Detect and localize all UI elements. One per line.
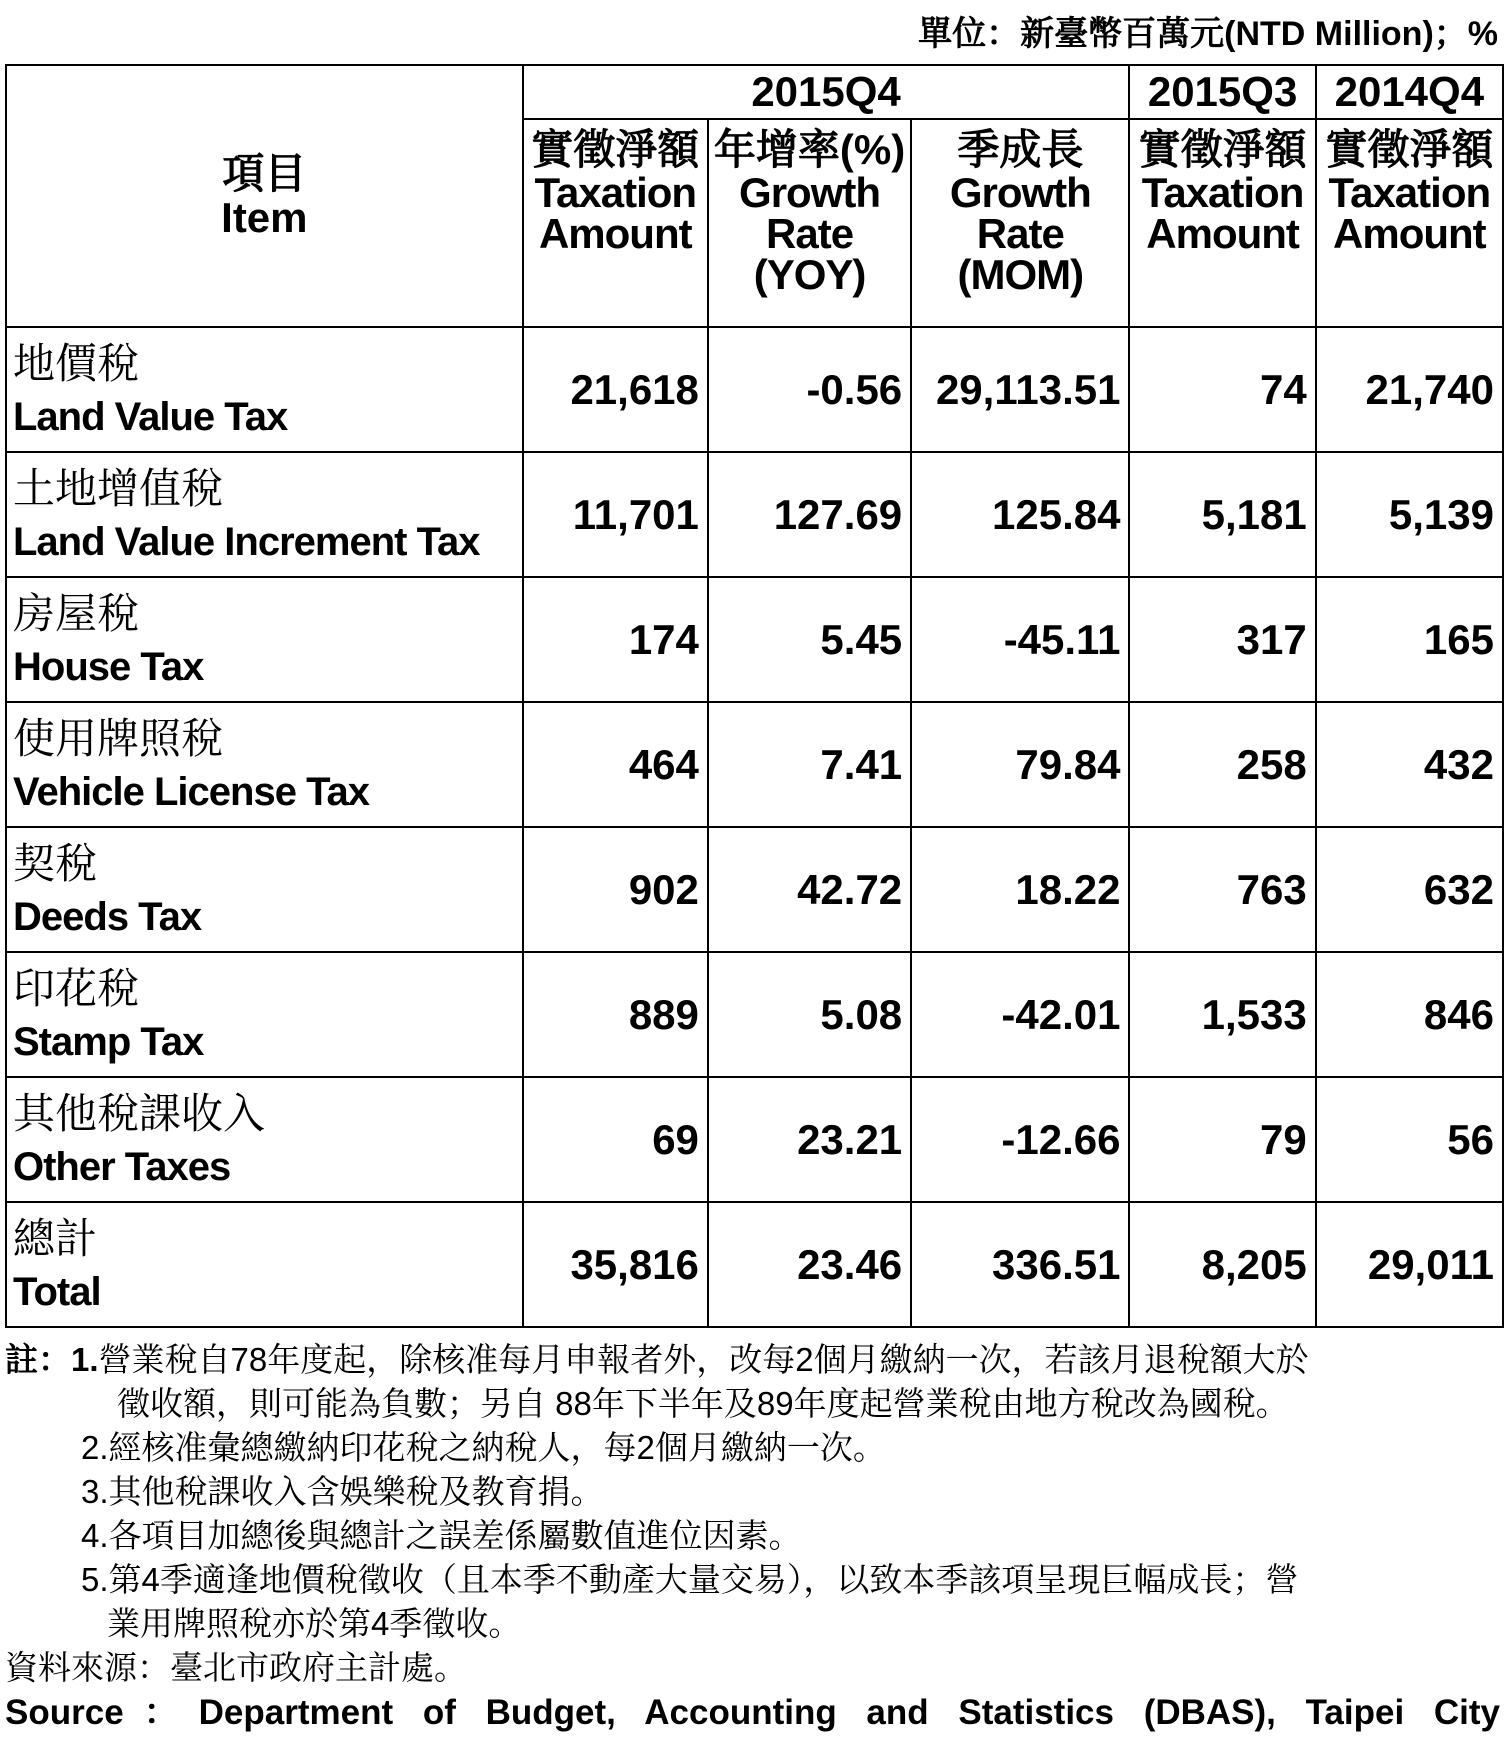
row-item-en: Deeds Tax xyxy=(13,894,202,939)
cell-q3: 74 xyxy=(1129,327,1315,452)
row-item-cell xyxy=(6,702,523,827)
unit-label: 單位：新臺幣百萬元(NTD Million)；% xyxy=(918,15,1498,53)
note-5-line-1: 5.第4季適逢地價稅徵收（且本季不動產大量交易），以致本季該項呈現巨幅成長；營 xyxy=(81,1561,1299,1598)
item-header-en: Item xyxy=(221,194,308,241)
source-zh: 資料來源：臺北市政府主計處。 xyxy=(5,1649,467,1686)
cell-q3: 5,181 xyxy=(1129,452,1315,577)
cell-prev: 29,011 xyxy=(1316,1202,1503,1327)
row-item-en: House Tax xyxy=(13,644,204,689)
table-row xyxy=(6,327,1503,452)
cell-prev: 632 xyxy=(1316,827,1503,952)
row-item-zh: 房屋稅 xyxy=(13,589,140,637)
row-item-cell xyxy=(6,952,523,1077)
header-taxation-prev-year xyxy=(1316,119,1503,327)
cell-yoy: 127.69 xyxy=(708,452,911,577)
cell-q3: 1,533 xyxy=(1129,952,1315,1077)
row-item-en: Land Value Increment Tax xyxy=(13,519,480,564)
cell-amount: 464 xyxy=(523,702,708,827)
header-en: Growth xyxy=(949,169,1091,216)
header-en: Rate xyxy=(766,210,854,257)
header-en: Amount xyxy=(1333,210,1486,257)
row-item-zh: 其他稅課收入 xyxy=(13,1089,266,1137)
cell-amount: 174 xyxy=(523,577,708,702)
source-en: Source：Department of Budget, Accounting and Statistics (DBAS), Taipei City xyxy=(5,1693,1500,1732)
cell-q3: 8,205 xyxy=(1129,1202,1315,1327)
header-zh: 季成長 xyxy=(957,126,1084,173)
header-en: Amount xyxy=(538,210,692,257)
tax-table xyxy=(5,64,1504,1328)
cell-amount: 69 xyxy=(523,1077,708,1202)
row-item-en: Land Value Tax xyxy=(13,394,288,439)
table-body xyxy=(6,327,1503,1327)
header-zh: 實徵淨額 xyxy=(1138,126,1307,173)
cell-prev: 56 xyxy=(1316,1077,1503,1202)
header-en: Taxation xyxy=(534,169,697,216)
header-zh: 實徵淨額 xyxy=(1325,126,1494,173)
header-taxation-q3 xyxy=(1129,119,1315,327)
item-header-zh: 項目 xyxy=(222,150,307,197)
cell-q3: 79 xyxy=(1129,1077,1315,1202)
header-taxation-current xyxy=(523,119,708,327)
note-2: 2.經核准彙總繳納印花稅之納稅人，每2個月繳納一次。 xyxy=(81,1429,886,1466)
cell-mom: 125.84 xyxy=(911,452,1129,577)
note-1-line-2: 徵收額，則可能為負數；另自 88年下半年及89年度起營業稅由地方稅改為國稅。 xyxy=(117,1385,1289,1422)
note-3: 3.其他稅課收入含娛樂稅及教育捐。 xyxy=(81,1473,604,1510)
row-item-cell xyxy=(6,327,523,452)
header-en: Amount xyxy=(1146,210,1299,257)
row-item-zh: 印花稅 xyxy=(13,964,140,1012)
cell-amount: 35,816 xyxy=(523,1202,708,1327)
header-en: Rate xyxy=(976,210,1064,257)
header-en: (MOM) xyxy=(957,251,1084,298)
cell-prev: 165 xyxy=(1316,577,1503,702)
row-item-cell xyxy=(6,827,523,952)
cell-mom: 336.51 xyxy=(911,1202,1129,1327)
cell-mom: 18.22 xyxy=(911,827,1129,952)
row-item-zh: 總計 xyxy=(13,1214,98,1262)
cell-amount: 11,701 xyxy=(523,452,708,577)
row-item-en: Other Taxes xyxy=(13,1144,231,1189)
cell-mom: -12.66 xyxy=(911,1077,1129,1202)
cell-mom: -42.01 xyxy=(911,952,1129,1077)
cell-yoy: -0.56 xyxy=(708,327,911,452)
row-item-zh: 土地增值稅 xyxy=(13,464,224,512)
header-zh: 實徵淨額 xyxy=(531,126,700,173)
cell-yoy: 7.41 xyxy=(708,702,911,827)
table-row xyxy=(6,1077,1503,1202)
row-item-cell xyxy=(6,577,523,702)
cell-amount: 21,618 xyxy=(523,327,708,452)
row-item-cell xyxy=(6,1202,523,1327)
row-item-cell xyxy=(6,1077,523,1202)
table-row xyxy=(6,452,1503,577)
header-zh: 年增率(%) xyxy=(713,126,906,173)
row-item-zh: 地價稅 xyxy=(13,339,140,387)
cell-prev: 846 xyxy=(1316,952,1503,1077)
note-1-number: 1. xyxy=(71,1341,99,1378)
header-mom xyxy=(911,119,1129,327)
header-en: (YOY) xyxy=(753,251,866,298)
cell-amount: 902 xyxy=(523,827,708,952)
footnotes xyxy=(5,1338,1500,1736)
cell-mom: -45.11 xyxy=(911,577,1129,702)
row-item-en: Vehicle License Tax xyxy=(13,769,370,814)
note-4: 4.各項目加總後與總計之誤差係屬數值進位因素。 xyxy=(81,1517,802,1554)
period-prev-year: 2014Q4 xyxy=(1316,65,1503,119)
table-row xyxy=(6,952,1503,1077)
header-en: Growth xyxy=(739,169,881,216)
table-row xyxy=(6,702,1503,827)
header-yoy xyxy=(708,119,911,327)
period-header-row xyxy=(6,65,1503,119)
cell-q3: 763 xyxy=(1129,827,1315,952)
period-current: 2015Q4 xyxy=(523,65,1130,119)
cell-mom: 79.84 xyxy=(911,702,1129,827)
table-row xyxy=(6,1202,1503,1327)
row-item-cell xyxy=(6,452,523,577)
period-prev-quarter: 2015Q3 xyxy=(1129,65,1315,119)
row-item-en: Total xyxy=(13,1269,101,1314)
row-item-zh: 契稅 xyxy=(13,839,98,887)
cell-yoy: 42.72 xyxy=(708,827,911,952)
item-header xyxy=(6,65,523,327)
cell-prev: 432 xyxy=(1316,702,1503,827)
cell-mom: 29,113.51 xyxy=(911,327,1129,452)
cell-yoy: 5.08 xyxy=(708,952,911,1077)
header-en: Taxation xyxy=(1328,169,1491,216)
cell-prev: 21,740 xyxy=(1316,327,1503,452)
note-1-text: 營業稅自78年度起，除核准每月申報者外，改每2個月繳納一次，若該月退稅額大於 xyxy=(98,1341,1309,1378)
cell-q3: 258 xyxy=(1129,702,1315,827)
note-1-line-1 xyxy=(5,1338,1500,1382)
cell-yoy: 5.45 xyxy=(708,577,911,702)
notes-prefix: 註： xyxy=(5,1341,71,1378)
row-item-en: Stamp Tax xyxy=(13,1019,204,1064)
cell-prev: 5,139 xyxy=(1316,452,1503,577)
header-en: Taxation xyxy=(1141,169,1304,216)
cell-yoy: 23.21 xyxy=(708,1077,911,1202)
table-row xyxy=(6,827,1503,952)
cell-q3: 317 xyxy=(1129,577,1315,702)
cell-yoy: 23.46 xyxy=(708,1202,911,1327)
table-row xyxy=(6,577,1503,702)
row-item-zh: 使用牌照稅 xyxy=(13,714,224,762)
cell-amount: 889 xyxy=(523,952,708,1077)
note-5-line-2: 業用牌照稅亦於第4季徵收。 xyxy=(107,1605,522,1642)
